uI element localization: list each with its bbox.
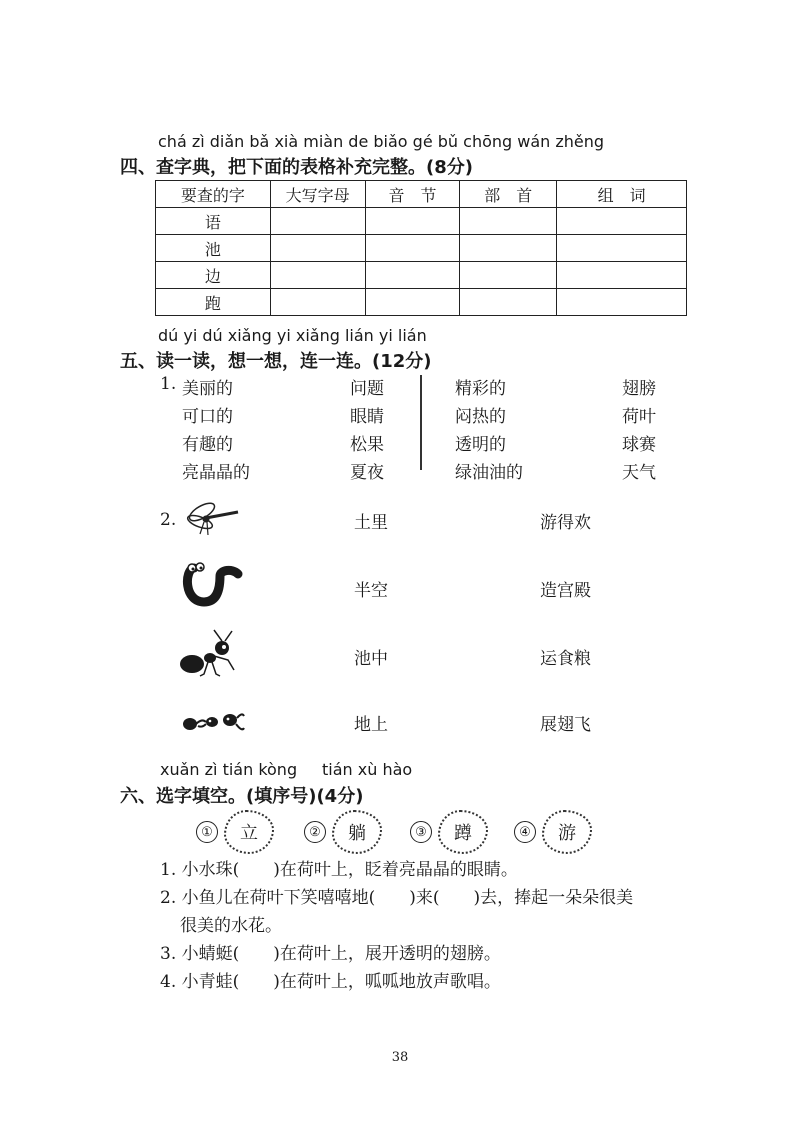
dictionary-table — [155, 180, 687, 316]
match-left-target[interactable]: 眼睛 — [350, 407, 384, 427]
match-right-word[interactable]: 透明的 — [455, 435, 506, 455]
place-word[interactable]: 半空 — [354, 581, 388, 601]
option-number: ② — [304, 821, 326, 843]
column-divider — [420, 375, 422, 470]
answer-cell[interactable] — [365, 235, 460, 262]
option-number: ③ — [410, 821, 432, 843]
place-word[interactable]: 池中 — [354, 649, 388, 669]
earthworm-icon[interactable] — [180, 558, 244, 610]
option-number: ① — [196, 821, 218, 843]
sentence-2-continued: 很美的水花。 — [180, 916, 282, 936]
answer-cell[interactable] — [557, 262, 687, 289]
place-word[interactable]: 地上 — [354, 715, 388, 735]
match-left-target[interactable]: 松果 — [350, 435, 384, 455]
sentence-3[interactable]: 3. 小蜻蜓( )在荷叶上，展开透明的翅膀。 — [160, 944, 501, 964]
answer-cell[interactable] — [460, 262, 557, 289]
answer-cell[interactable] — [270, 235, 365, 262]
part2-number: 2. — [160, 510, 177, 530]
table-row — [156, 235, 687, 262]
answer-cell[interactable] — [365, 262, 460, 289]
answer-cell[interactable] — [557, 208, 687, 235]
answer-cell[interactable] — [270, 262, 365, 289]
section5-pinyin: dú yi dú xiǎng yi xiǎng lián yi lián — [158, 326, 427, 345]
action-word[interactable]: 运食粮 — [540, 649, 591, 669]
answer-cell[interactable] — [557, 235, 687, 262]
option-char: 躺 — [332, 810, 382, 854]
table-row — [156, 208, 687, 235]
option-number: ④ — [514, 821, 536, 843]
answer-cell[interactable] — [270, 208, 365, 235]
action-word[interactable]: 造宫殿 — [540, 581, 591, 601]
section4-pinyin: chá zì diǎn bǎ xià miàn de biǎo gé bǔ chōng wán zhěng — [158, 132, 605, 151]
action-word[interactable]: 游得欢 — [540, 513, 591, 533]
part1-number: 1. — [160, 374, 177, 394]
sentence-2[interactable]: 2. 小鱼儿在荷叶下笑嘻嘻地( )来( )去，捧起一朵朵很美 — [160, 888, 634, 908]
match-left-target[interactable]: 夏夜 — [350, 463, 384, 483]
option-2[interactable] — [304, 810, 382, 854]
page-number: 38 — [391, 1050, 409, 1065]
section6-pinyin-a: xuǎn zì tián kòng — [160, 760, 298, 779]
table-header: 大写字母 — [270, 181, 365, 208]
table-header: 组 词 — [557, 181, 687, 208]
match-right-word[interactable]: 绿油油的 — [455, 463, 523, 483]
match-left-target[interactable]: 问题 — [350, 379, 384, 399]
section5-title: 五、读一读，想一想，连一连。(12分) — [120, 351, 432, 372]
dragonfly-icon[interactable] — [180, 490, 242, 542]
tadpoles-icon[interactable] — [180, 702, 246, 742]
answer-cell[interactable] — [460, 208, 557, 235]
answer-cell[interactable] — [365, 289, 460, 316]
answer-cell[interactable] — [270, 289, 365, 316]
match-right-target[interactable]: 球赛 — [622, 435, 656, 455]
section6-pinyin-b: tián xù hào — [322, 760, 413, 779]
match-left-word[interactable]: 有趣的 — [182, 435, 233, 455]
option-4[interactable] — [514, 810, 592, 854]
sentence-4[interactable]: 4. 小青蛙( )在荷叶上，呱呱地放声歌唱。 — [160, 972, 501, 992]
table-cell-char: 边 — [156, 262, 271, 289]
table-row — [156, 289, 687, 316]
match-left-word[interactable]: 美丽的 — [182, 379, 233, 399]
action-word[interactable]: 展翅飞 — [540, 715, 591, 735]
section4-title: 四、查字典，把下面的表格补充完整。(8分) — [120, 157, 473, 178]
table-header: 要查的字 — [156, 181, 271, 208]
table-cell-char: 池 — [156, 235, 271, 262]
answer-cell[interactable] — [460, 235, 557, 262]
table-header: 部 首 — [460, 181, 557, 208]
match-right-word[interactable]: 精彩的 — [455, 379, 506, 399]
table-cell-char: 跑 — [156, 289, 271, 316]
match-right-target[interactable]: 翅膀 — [622, 379, 656, 399]
option-char: 立 — [224, 810, 274, 854]
match-right-target[interactable]: 天气 — [622, 463, 656, 483]
table-row — [156, 262, 687, 289]
option-char: 蹲 — [438, 810, 488, 854]
option-3[interactable] — [410, 810, 488, 854]
option-char: 游 — [542, 810, 592, 854]
match-left-word[interactable]: 亮晶晶的 — [182, 463, 250, 483]
section6-title: 六、选字填空。(填序号)(4分) — [120, 786, 364, 807]
option-1[interactable] — [196, 810, 274, 854]
ant-icon[interactable] — [178, 626, 244, 678]
answer-cell[interactable] — [365, 208, 460, 235]
match-right-word[interactable]: 闷热的 — [455, 407, 506, 427]
table-cell-char: 语 — [156, 208, 271, 235]
answer-cell[interactable] — [460, 289, 557, 316]
match-left-word[interactable]: 可口的 — [182, 407, 233, 427]
answer-cell[interactable] — [557, 289, 687, 316]
match-right-target[interactable]: 荷叶 — [622, 407, 656, 427]
sentence-1[interactable]: 1. 小水珠( )在荷叶上，眨着亮晶晶的眼睛。 — [160, 860, 518, 880]
table-header-row — [156, 181, 687, 208]
table-header: 音 节 — [365, 181, 460, 208]
place-word[interactable]: 土里 — [354, 513, 388, 533]
